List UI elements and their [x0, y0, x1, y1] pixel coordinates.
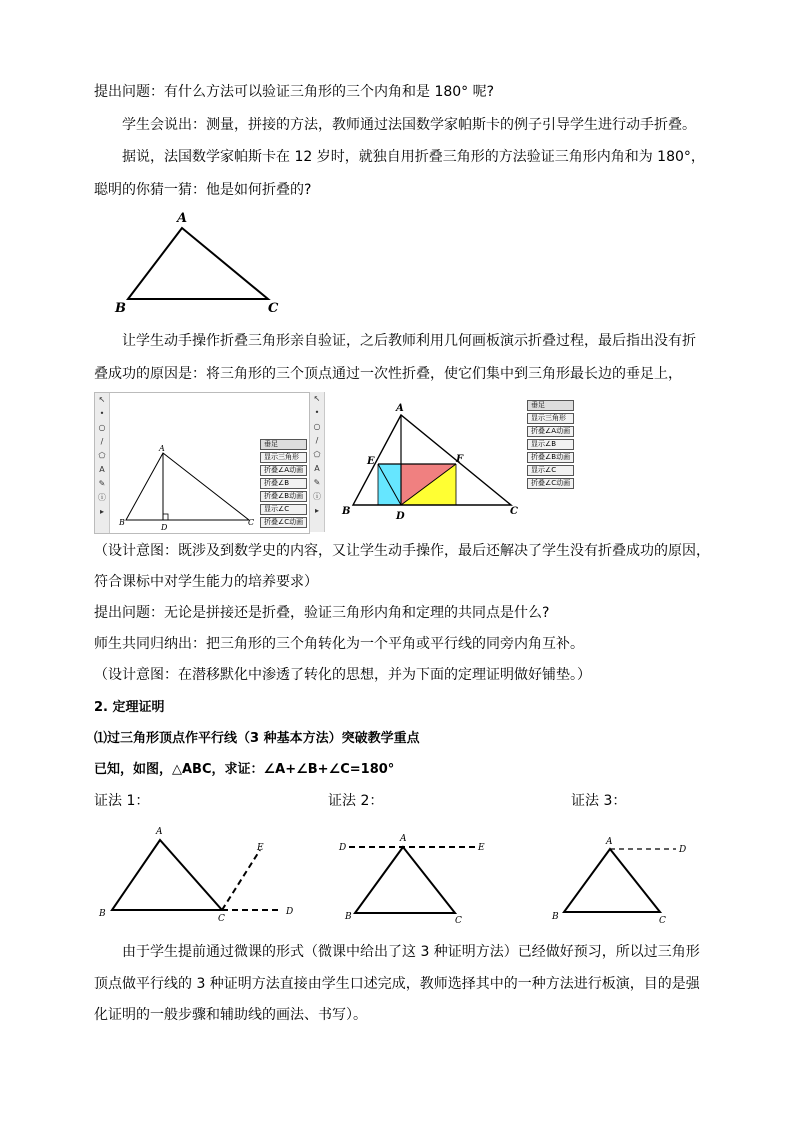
info-tool-icon[interactable]: ⓘ [313, 492, 321, 501]
marker-tool-icon[interactable]: ✎ [98, 479, 106, 488]
proof-label-2: 证法 2： [328, 793, 384, 809]
gsp-right-btn-show-triangle[interactable]: 显示三角形 [527, 413, 574, 424]
proof-1-figure [94, 822, 304, 922]
p2-label-c: C [455, 916, 462, 926]
student-answer: 学生会说出：测量，拼接的方法，教师通过法国数学家帕斯卡的例子引导学生进行动手折叠。 [122, 117, 696, 133]
gsp-window-right [310, 392, 524, 532]
gsp-toolbar-right [310, 392, 325, 532]
line-tool-icon[interactable]: / [100, 437, 104, 446]
gsp-right-label-d: D [396, 511, 405, 522]
gsp-right-label-c: C [510, 506, 518, 517]
gsp-right-drawing [338, 392, 523, 532]
proof-2-figure [335, 830, 495, 930]
summary: 师生共同归纳出：把三角形的三个角转化为一个平角或平行线的同旁内角互补。 [94, 636, 584, 652]
gsp-left-label-b: B [119, 518, 125, 527]
closing-para-line1: 由于学生提前通过微课的形式（微课中给出了这 3 种证明方法）已经做好预习，所以过三角形 [122, 944, 700, 960]
gsp-right-btn-fold-c-anim[interactable]: 折叠∠C动画 [527, 478, 574, 489]
design-intent-1-line2: 符合课标中对学生能力的培养要求） [94, 574, 318, 590]
polygon-tool-icon[interactable]: ⬠ [313, 450, 321, 459]
gsp-right-btn-show-b[interactable]: 显示∠B [527, 439, 574, 450]
point-tool-icon[interactable]: • [99, 409, 105, 418]
p2-label-d: D [339, 843, 347, 853]
p1-label-b: B [99, 909, 106, 919]
gsp-right-label-e: E [367, 456, 375, 467]
p3-label-c: C [659, 916, 666, 926]
gsp-left-btn-fold-b[interactable]: 折叠∠B [260, 478, 307, 489]
gsp-right-buttons [527, 400, 574, 491]
compass-tool-icon[interactable]: ○ [313, 422, 321, 431]
question-1: 提出问题：有什么方法可以验证三角形的三个内角和是 180° 呢? [94, 84, 495, 100]
gsp-left-btn-fold-a-anim[interactable]: 折叠∠A动画 [260, 465, 307, 476]
design-intent-1-line1: （设计意图：既涉及到数学史的内容，又让学生动手操作，最后还解决了学生没有折叠成功的原因， [94, 543, 710, 559]
question-2: 提出问题：无论是拼接还是折叠，验证三角形内角和定理的共同点是什么? [94, 605, 550, 621]
section-heading-proof: 2. 定理证明 [94, 700, 165, 715]
p1-label-d: D [286, 907, 294, 917]
arrow-tool-icon[interactable]: ↖ [98, 395, 106, 404]
custom-tool-icon[interactable]: ▸ [314, 506, 319, 515]
gsp-right-label-f: F [456, 454, 464, 465]
subsection-heading: ⑴过三角形顶点作平行线（3 种基本方法）突破教学重点 [94, 731, 420, 746]
info-tool-icon[interactable]: ⓘ [98, 493, 106, 502]
vertex-label-a: A [177, 211, 188, 226]
gsp-left-buttons [260, 439, 307, 530]
p3-label-b: B [552, 912, 559, 922]
gsp-left-drawing [111, 393, 271, 533]
gsp-right-btn-perp-foot[interactable]: 垂足 [527, 400, 574, 411]
p2-label-e: E [478, 843, 485, 853]
triangle-abc-figure [110, 208, 290, 318]
arrow-tool-icon[interactable]: ↖ [313, 394, 321, 403]
p1-label-a: A [156, 827, 163, 837]
vertex-label-b: B [115, 301, 126, 316]
given-statement: 已知，如图，△ABC，求证：∠A+∠B+∠C=180° [94, 762, 395, 777]
compass-tool-icon[interactable]: ○ [98, 423, 106, 432]
p2-label-a: A [400, 834, 407, 844]
vertex-label-c: C [268, 301, 279, 316]
text-tool-icon[interactable]: A [314, 464, 320, 473]
p1-label-c: C [218, 914, 225, 922]
gsp-left-label-d: D [161, 523, 168, 532]
gsp-left-btn-perp-foot[interactable]: 垂足 [260, 439, 307, 450]
custom-tool-icon[interactable]: ▸ [99, 507, 104, 516]
gsp-left-btn-show-c[interactable]: 显示∠C [260, 504, 307, 515]
pascal-story-line1: 据说，法国数学家帕斯卡在 12 岁时，就独自用折叠三角形的方法验证三角形内角和为 180°， [122, 149, 705, 165]
p1-label-e: E [257, 843, 264, 853]
p3-label-a: A [606, 837, 613, 847]
gsp-left-btn-fold-b-anim[interactable]: 折叠∠B动画 [260, 491, 307, 502]
gsp-right-label-b: B [342, 506, 351, 517]
p3-label-d: D [679, 845, 687, 855]
design-intent-2: （设计意图：在潜移默化中渗透了转化的思想，并为下面的定理证明做好铺垫。） [94, 667, 591, 683]
gsp-left-btn-show-triangle[interactable]: 显示三角形 [260, 452, 307, 463]
gsp-left-label-a: A [159, 444, 165, 453]
point-tool-icon[interactable]: • [314, 408, 320, 417]
line-tool-icon[interactable]: / [315, 436, 319, 445]
pascal-story-line2: 聪明的你猜一猜：他是如何折叠的? [94, 182, 312, 198]
gsp-window-left [94, 392, 310, 534]
proof-3-figure [548, 833, 698, 928]
gsp-left-label-c: C [248, 518, 255, 527]
fold-explain-line2: 叠成功的原因是：将三角形的三个顶点通过一次性折叠，使它们集中到三角形最长边的垂足上， [94, 366, 682, 382]
marker-tool-icon[interactable]: ✎ [313, 478, 321, 487]
gsp-right-label-a: A [396, 403, 404, 414]
closing-para-line3: 化证明的一般步骤和辅助线的画法、书写）。 [94, 1007, 367, 1023]
gsp-toolbar-left [95, 393, 110, 533]
text-tool-icon[interactable]: A [99, 465, 105, 474]
gsp-left-btn-fold-c-anim[interactable]: 折叠∠C动画 [260, 517, 307, 528]
p2-label-b: B [345, 912, 352, 922]
closing-para-line2: 顶点做平行线的 3 种证明方法直接由学生口述完成，教师选择其中的一种方法进行板演，目的是强 [94, 976, 700, 992]
proof-label-1: 证法 1： [94, 793, 150, 809]
proof-label-3: 证法 3： [571, 793, 627, 809]
polygon-tool-icon[interactable]: ⬠ [98, 451, 106, 460]
gsp-right-btn-fold-b-anim[interactable]: 折叠∠B动画 [527, 452, 574, 463]
gsp-right-btn-show-c[interactable]: 显示∠C [527, 465, 574, 476]
fold-explain-line1: 让学生动手操作折叠三角形亲自验证，之后教师利用几何画板演示折叠过程，最后指出没有折 [122, 333, 696, 349]
gsp-right-btn-fold-a-anim[interactable]: 折叠∠A动画 [527, 426, 574, 437]
